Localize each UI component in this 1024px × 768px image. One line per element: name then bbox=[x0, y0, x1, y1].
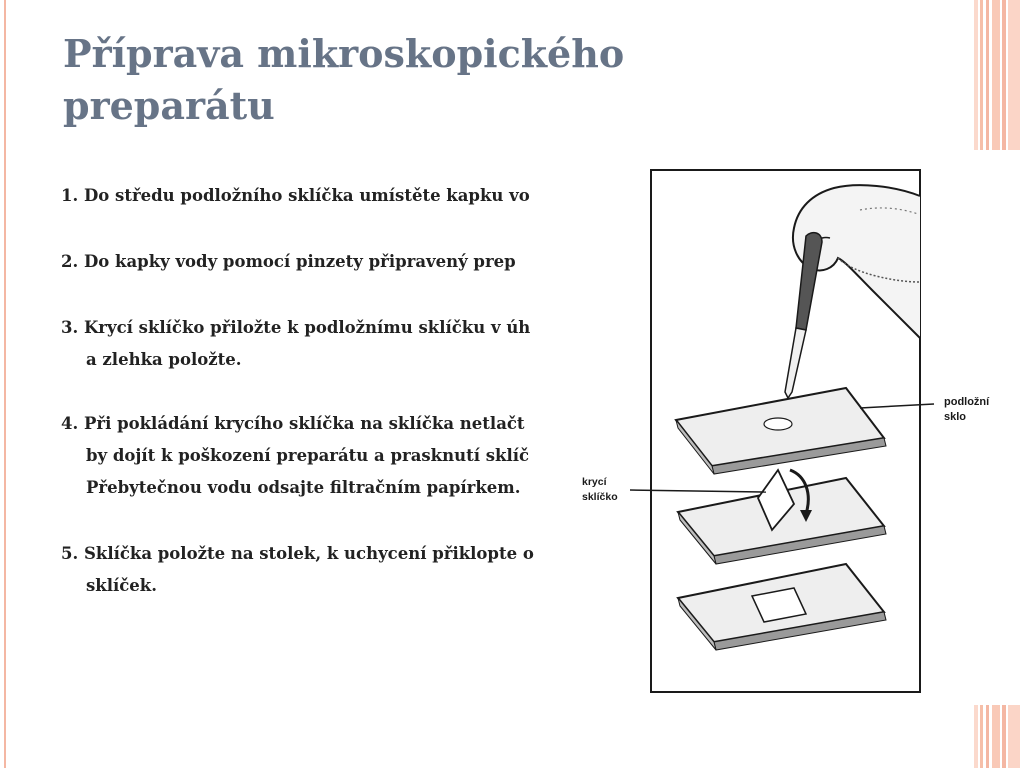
step-3-line-1: 3. Krycí sklíčko přiložte k podložnímu sklíčku v úh bbox=[61, 318, 531, 337]
step-4-line-3: Přebytečnou vodu odsajte filtračním papírkem. bbox=[86, 478, 521, 497]
slide-preparation-figure bbox=[580, 165, 990, 697]
step-3-line-2: a zlehka položte. bbox=[86, 350, 242, 369]
decorative-stripes-bottom bbox=[974, 705, 1024, 768]
title-line-2: preparátu bbox=[63, 83, 275, 128]
step-4-line-2: by dojít k poškození preparátu a prasknutí sklíč bbox=[86, 446, 530, 465]
step-5-line-1: 5. Sklíčka položte na stolek, k uchycení přiklopte o bbox=[61, 544, 534, 563]
label-podlozni-line-1: podložní bbox=[944, 396, 990, 408]
label-kryci-line-2: sklíčko bbox=[582, 491, 618, 503]
step-1-line-1: 1. Do středu podložního sklíčka umístěte kapku vo bbox=[61, 186, 530, 205]
decorative-stripes-top bbox=[974, 0, 1024, 150]
slide-title bbox=[63, 28, 703, 132]
step-2-line-1: 2. Do kapky vody pomocí pinzety připravený prep bbox=[61, 252, 516, 271]
steps-list bbox=[61, 180, 581, 620]
title-line-1: Příprava mikroskopického bbox=[63, 31, 625, 76]
step-5-line-2: sklíček. bbox=[86, 576, 157, 595]
left-frame-line bbox=[4, 0, 6, 768]
step-4-line-1: 4. Při pokládání krycího sklíčka na sklíčka netlačt bbox=[61, 414, 525, 433]
label-kryci-line-1: krycí bbox=[582, 476, 607, 488]
label-podlozni-line-2: sklo bbox=[944, 411, 967, 423]
